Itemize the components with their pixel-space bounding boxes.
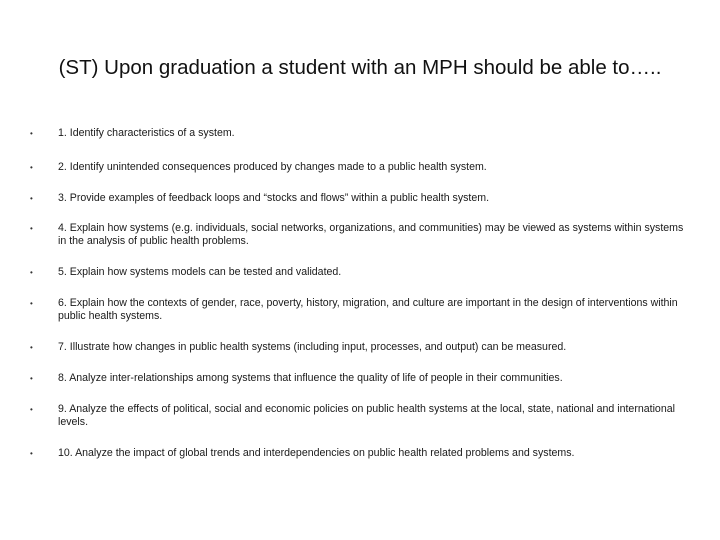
bullet-text: 3. Provide examples of feedback loops and “stocks and flows” within a public health system. (58, 192, 490, 204)
bullet-item-6 (30, 297, 690, 322)
bullet-dot: • (30, 343, 33, 352)
bullet-dot: • (30, 374, 33, 383)
bullet-dot: • (30, 449, 33, 458)
bullet-text: 6. Explain how the contexts of gender, race, poverty, history, migration, and culture are important in the design of interventions within public health systems. (58, 297, 678, 322)
bullet-text: 9. Analyze the effects of political, social and economic policies on public health systems at the local, state, national and international levels. (58, 403, 675, 428)
bullet-text: 2. Identify unintended consequences produced by changes made to a public health system. (58, 161, 487, 173)
bullet-item-5 (30, 266, 690, 279)
bullet-text: 10. Analyze the impact of global trends and interdependencies on public health related problems and systems. (58, 447, 575, 459)
bullet-text: 4. Explain how systems (e.g. individuals, social networks, organizations, and communities) may be viewed as systems within systems in the analysis of public health problems. (58, 222, 684, 247)
bullet-dot: • (30, 129, 33, 138)
bullet-item-10 (30, 447, 690, 460)
bullet-dot: • (30, 268, 33, 277)
bullet-dot: • (30, 405, 33, 414)
bullet-dot: • (30, 224, 33, 233)
bullet-item-1 (30, 127, 690, 140)
bullet-dot: • (30, 194, 33, 203)
bullet-item-7 (30, 341, 690, 354)
bullet-item-2 (30, 161, 690, 174)
bullet-text: 5. Explain how systems models can be tested and validated. (58, 266, 342, 278)
bullet-item-9 (30, 403, 690, 428)
bullet-text: 1. Identify characteristics of a system. (58, 127, 235, 139)
bullet-text: 8. Analyze inter-relationships among systems that influence the quality of life of people in their communities. (58, 372, 563, 384)
slide-title: (ST) Upon graduation a student with an MPH should be able to….. (58, 56, 662, 79)
bullet-item-3 (30, 192, 690, 205)
bullet-text: 7. Illustrate how changes in public health systems (including input, processes, and output) can be measured. (58, 341, 567, 353)
bullet-dot: • (30, 163, 33, 172)
bullet-item-4 (30, 222, 690, 247)
bullet-dot: • (30, 299, 33, 308)
bullet-item-8 (30, 372, 690, 385)
